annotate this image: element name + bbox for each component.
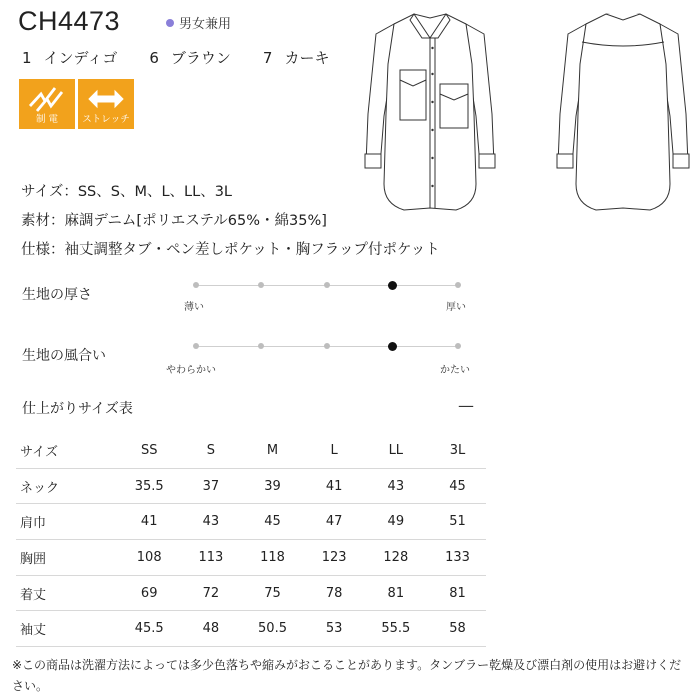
texture-scale-point <box>324 343 330 349</box>
thickness-left-end: 薄い <box>184 302 204 313</box>
table-cell: 39 <box>239 468 305 504</box>
table-cell: 37 <box>182 468 239 504</box>
gender-text: 男女兼用 <box>179 17 232 32</box>
bullet-dot-icon <box>166 19 174 27</box>
texture-scale-point <box>258 343 264 349</box>
antistatic-label: 制 電 <box>35 114 59 125</box>
thickness-label: 生地の厚さ <box>22 287 92 303</box>
size-chart-title: 仕上がりサイズ表 <box>22 401 133 417</box>
table-cell: 128 <box>363 540 429 576</box>
table-cell: 45.5 <box>116 611 182 647</box>
table-cell: 41 <box>306 468 363 504</box>
antistatic-badge <box>19 79 75 129</box>
table-cell: 45 <box>239 504 305 540</box>
table-row <box>16 611 486 647</box>
table-row <box>16 504 486 540</box>
spec-material: 素材：麻調デニム[ポリエステル65%・綿35%] <box>21 213 327 229</box>
row-label: 着丈 <box>16 575 116 611</box>
spec-size: サイズ：SS、S、M、L、LL、3L <box>21 184 233 200</box>
table-cell: 75 <box>239 575 305 611</box>
table-cell: 43 <box>182 504 239 540</box>
thickness-scale-point <box>258 282 264 288</box>
lightning-icon <box>27 84 67 114</box>
table-cell: 113 <box>182 540 239 576</box>
table-row <box>16 575 486 611</box>
thickness-scale-point <box>455 282 461 288</box>
size-chart-table <box>16 433 486 647</box>
texture-scale-selected <box>388 342 397 351</box>
texture-label: 生地の風合い <box>22 348 106 364</box>
header-cell: 3L <box>429 433 486 468</box>
row-label: 胸囲 <box>16 540 116 576</box>
table-cell: 41 <box>116 504 182 540</box>
table-cell: 69 <box>116 575 182 611</box>
table-header-row <box>16 433 486 468</box>
thickness-scale-point <box>324 282 330 288</box>
table-cell: 72 <box>182 575 239 611</box>
product-code: CH4473 <box>18 6 121 36</box>
header-cell: SS <box>116 433 182 468</box>
row-label: ネック <box>16 468 116 504</box>
texture-scale-point <box>193 343 199 349</box>
row-label: 肩巾 <box>16 504 116 540</box>
table-cell: 58 <box>429 611 486 647</box>
header-cell: L <box>306 433 363 468</box>
table-cell: 123 <box>306 540 363 576</box>
table-cell: 53 <box>306 611 363 647</box>
header-cell: LL <box>363 433 429 468</box>
table-row <box>16 468 486 504</box>
table-cell: 81 <box>363 575 429 611</box>
care-note: ※この商品は洗濯方法によっては多少色落ちや縮みがおこることがあります。タンブラー乾燥及び漂白剤の使用はお避けください。 <box>12 658 682 693</box>
spec-list <box>21 178 440 265</box>
shirt-back-illustration <box>548 4 698 216</box>
texture-scale-point <box>455 343 461 349</box>
table-cell: 81 <box>429 575 486 611</box>
color-options <box>22 47 361 68</box>
collapse-toggle[interactable]: — <box>458 396 474 415</box>
header-cell: サイズ <box>16 433 116 468</box>
thickness-scale-selected <box>388 281 397 290</box>
thickness-scale-point <box>193 282 199 288</box>
color-option: 6 ブラウン <box>149 49 231 67</box>
table-cell: 49 <box>363 504 429 540</box>
thickness-right-end: 厚い <box>446 302 466 313</box>
table-cell: 43 <box>363 468 429 504</box>
table-cell: 51 <box>429 504 486 540</box>
stretch-label: ストレッチ <box>82 114 130 125</box>
color-option: 1 インディゴ <box>22 49 118 67</box>
table-cell: 35.5 <box>116 468 182 504</box>
gender-label <box>166 13 231 32</box>
table-cell: 108 <box>116 540 182 576</box>
header-cell: S <box>182 433 239 468</box>
texture-right-end: かたい <box>440 365 470 376</box>
spec-details: 仕様：袖丈調整タブ・ペン差しポケット・胸フラップ付ポケット <box>21 242 440 258</box>
row-label: 袖丈 <box>16 611 116 647</box>
table-row <box>16 540 486 576</box>
table-cell: 55.5 <box>363 611 429 647</box>
table-cell: 50.5 <box>239 611 305 647</box>
table-cell: 118 <box>239 540 305 576</box>
texture-left-end: やわらかい <box>166 365 216 376</box>
stretch-arrows-icon <box>86 84 126 114</box>
header-cell: M <box>239 433 305 468</box>
table-cell: 133 <box>429 540 486 576</box>
table-cell: 78 <box>306 575 363 611</box>
table-cell: 47 <box>306 504 363 540</box>
color-option: 7 カーキ <box>262 49 330 67</box>
table-cell: 45 <box>429 468 486 504</box>
table-cell: 48 <box>182 611 239 647</box>
stretch-badge <box>78 79 134 129</box>
